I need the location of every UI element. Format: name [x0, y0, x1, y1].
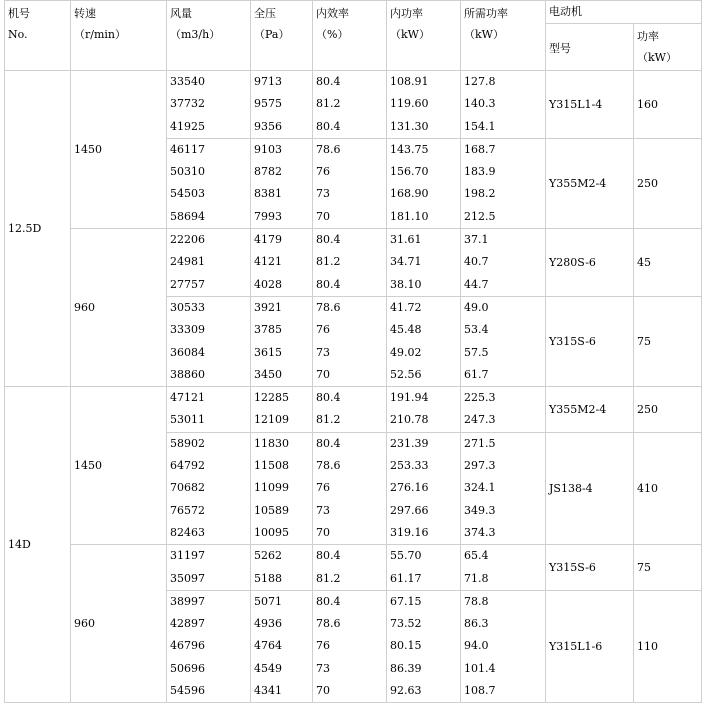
- internal-power-value: 31.61: [390, 233, 422, 247]
- pressure-value: 12285: [254, 391, 289, 405]
- fan-performance-table: [4, 0, 702, 703]
- internal-power-value: 297.66: [390, 503, 429, 517]
- efficiency-value: 80.4: [316, 391, 341, 405]
- header-speed: [71, 1, 167, 71]
- group-row: [5, 229, 702, 297]
- pressure-value: 11508: [254, 459, 289, 473]
- internal-power-value: 108.91: [390, 75, 429, 88]
- internal-power-value: 86.39: [390, 661, 422, 675]
- motor-model-value: Y355M2-4: [549, 402, 607, 416]
- header-machine-no-cn: 机号: [8, 7, 30, 20]
- flow-cell: [167, 296, 251, 386]
- flow-value: 33540: [170, 75, 205, 88]
- motor-power-cell: [634, 590, 702, 703]
- internal-power-value: 181.10: [390, 209, 429, 223]
- header-flow-cn: 风量: [170, 7, 192, 20]
- pressure-value: 4764: [254, 639, 282, 653]
- required-power-value: 324.1: [464, 481, 496, 495]
- flow-value: 46796: [170, 639, 205, 653]
- motor-power-value: 250: [637, 402, 658, 416]
- pressure-cell: [251, 229, 313, 297]
- flow-cell: [167, 432, 251, 545]
- motor-model-value: JS138-4: [549, 482, 593, 495]
- internal-power-value: 73.52: [390, 617, 422, 631]
- internal-power-value: 67.15: [390, 594, 422, 608]
- machine-no-cell: [5, 387, 71, 703]
- flow-value: 37732: [170, 97, 205, 111]
- motor-model-cell: [546, 296, 634, 386]
- internal-power-cell: [387, 229, 461, 297]
- required-power-value: 53.4: [464, 323, 489, 337]
- machine-no-label: 12.5D: [8, 222, 42, 236]
- motor-model-value: Y280S-6: [549, 256, 596, 270]
- required-power-value: 297.3: [464, 459, 496, 473]
- flow-value: 46117: [170, 142, 205, 156]
- pressure-value: 9575: [254, 97, 282, 111]
- flow-value: 58902: [170, 436, 205, 450]
- efficiency-cell: [313, 71, 387, 139]
- flow-value: 42897: [170, 617, 205, 631]
- efficiency-cell: [313, 296, 387, 386]
- header-speed-cn: 转速: [74, 7, 96, 20]
- efficiency-value: 73: [316, 661, 330, 675]
- required-power-value: 154.1: [464, 119, 496, 133]
- motor-power-value: 160: [637, 97, 658, 111]
- internal-power-value: 119.60: [390, 97, 429, 111]
- pressure-value: 4549: [254, 661, 282, 675]
- pressure-value: 7993: [254, 209, 282, 223]
- required-power-value: 40.7: [464, 255, 489, 269]
- header-required-power: [461, 1, 546, 71]
- pressure-cell: [251, 296, 313, 386]
- internal-power-value: 319.16: [390, 525, 429, 539]
- header-internal-power: [387, 1, 461, 71]
- efficiency-cell: [313, 590, 387, 703]
- motor-power-cell: [634, 71, 702, 139]
- motor-power-value: 75: [637, 561, 651, 575]
- efficiency-value: 78.6: [316, 300, 341, 314]
- efficiency-value: 80.4: [316, 75, 341, 88]
- flow-cell: [167, 545, 251, 591]
- efficiency-value: 81.2: [316, 413, 341, 427]
- motor-power-cell: [634, 138, 702, 228]
- internal-power-value: 49.02: [390, 345, 422, 359]
- efficiency-value: 78.6: [316, 142, 341, 156]
- pressure-cell: [251, 387, 313, 433]
- header-motor-label: 电动机: [549, 5, 582, 18]
- header-required-power-unit: （kW）: [464, 28, 504, 41]
- efficiency-value: 76: [316, 165, 330, 179]
- flow-value: 82463: [170, 525, 205, 539]
- required-power-value: 44.7: [464, 277, 489, 291]
- motor-power-cell: [634, 229, 702, 297]
- required-power-value: 374.3: [464, 525, 496, 539]
- internal-power-value: 253.33: [390, 459, 429, 473]
- header-motor-power-cn: 功率: [637, 30, 659, 43]
- internal-power-cell: [387, 545, 461, 591]
- pressure-value: 11830: [254, 436, 289, 450]
- header-motor-power: [634, 24, 702, 71]
- flow-cell: [167, 590, 251, 703]
- flow-value: 35097: [170, 571, 205, 585]
- flow-value: 76572: [170, 503, 205, 517]
- pressure-value: 3921: [254, 300, 282, 314]
- required-power-value: 108.7: [464, 684, 496, 698]
- motor-model-value: Y315S-6: [549, 561, 596, 575]
- internal-power-value: 52.56: [390, 367, 422, 381]
- efficiency-cell: [313, 138, 387, 228]
- efficiency-value: 73: [316, 503, 330, 517]
- pressure-value: 5262: [254, 549, 282, 563]
- flow-value: 47121: [170, 391, 205, 405]
- motor-power-value: 110: [637, 640, 658, 654]
- efficiency-value: 80.4: [316, 233, 341, 247]
- pressure-value: 8782: [254, 165, 282, 179]
- required-power-value: 140.3: [464, 97, 496, 111]
- flow-value: 36084: [170, 345, 205, 359]
- pressure-value: 3450: [254, 367, 282, 381]
- group-row: [5, 545, 702, 591]
- required-power-value: 183.9: [464, 165, 496, 179]
- flow-value: 53011: [170, 413, 205, 427]
- motor-power-cell: [634, 387, 702, 433]
- motor-model-cell: [546, 229, 634, 297]
- efficiency-cell: [313, 387, 387, 433]
- required-power-value: 57.5: [464, 345, 489, 359]
- pressure-value: 10095: [254, 525, 289, 539]
- speed-cell: [71, 229, 167, 387]
- header-efficiency-cn: 内效率: [316, 7, 349, 20]
- efficiency-value: 76: [316, 639, 330, 653]
- required-power-value: 49.0: [464, 300, 489, 314]
- speed-label: 1450: [74, 143, 102, 157]
- flow-value: 50696: [170, 661, 205, 675]
- header-efficiency: [313, 1, 387, 71]
- required-power-cell: [461, 545, 546, 591]
- speed-cell: [71, 71, 167, 229]
- internal-power-value: 210.78: [390, 413, 429, 427]
- efficiency-value: 80.4: [316, 119, 341, 133]
- efficiency-value: 81.2: [316, 571, 341, 585]
- pressure-cell: [251, 432, 313, 545]
- efficiency-value: 80.4: [316, 549, 341, 563]
- flow-value: 70682: [170, 481, 205, 495]
- required-power-value: 78.8: [464, 594, 489, 608]
- efficiency-value: 70: [316, 209, 330, 223]
- header-required-power-cn: 所需功率: [464, 7, 508, 20]
- motor-power-cell: [634, 296, 702, 386]
- speed-label: 960: [74, 301, 95, 315]
- efficiency-cell: [313, 229, 387, 297]
- internal-power-value: 143.75: [390, 142, 429, 156]
- required-power-value: 86.3: [464, 617, 489, 631]
- required-power-cell: [461, 229, 546, 297]
- pressure-value: 10589: [254, 503, 289, 517]
- motor-power-cell: [634, 545, 702, 591]
- internal-power-value: 191.94: [390, 391, 429, 405]
- efficiency-value: 78.6: [316, 617, 341, 631]
- header-pressure-cn: 全压: [254, 7, 276, 20]
- motor-model-cell: [546, 71, 634, 139]
- pressure-value: 3615: [254, 345, 282, 359]
- group-row: [5, 71, 702, 139]
- internal-power-value: 131.30: [390, 119, 429, 133]
- speed-label: 960: [74, 617, 95, 631]
- motor-model-value: Y315S-6: [549, 335, 596, 349]
- internal-power-value: 55.70: [390, 549, 422, 563]
- pressure-value: 5188: [254, 571, 282, 585]
- required-power-value: 247.3: [464, 413, 496, 427]
- internal-power-cell: [387, 71, 461, 139]
- header-machine-no: [5, 1, 71, 71]
- internal-power-cell: [387, 138, 461, 228]
- pressure-value: 9713: [254, 75, 282, 88]
- header-flow-unit: （m3/h）: [170, 28, 221, 41]
- flow-value: 33309: [170, 323, 205, 337]
- efficiency-value: 76: [316, 481, 330, 495]
- efficiency-value: 73: [316, 187, 330, 201]
- flow-value: 38997: [170, 594, 205, 608]
- internal-power-value: 45.48: [390, 323, 422, 337]
- pressure-value: 4028: [254, 277, 282, 291]
- required-power-value: 61.7: [464, 367, 489, 381]
- motor-model-value: Y355M2-4: [549, 176, 607, 190]
- speed-cell: [71, 387, 167, 545]
- internal-power-cell: [387, 387, 461, 433]
- required-power-cell: [461, 71, 546, 139]
- header-pressure: [251, 1, 313, 71]
- internal-power-value: 41.72: [390, 300, 422, 314]
- efficiency-value: 76: [316, 323, 330, 337]
- internal-power-value: 61.17: [390, 571, 422, 585]
- table-header: [5, 1, 702, 71]
- efficiency-value: 80.4: [316, 594, 341, 608]
- required-power-value: 271.5: [464, 436, 496, 450]
- table-body: [5, 71, 702, 703]
- required-power-cell: [461, 387, 546, 433]
- pressure-cell: [251, 545, 313, 591]
- pressure-value: 4936: [254, 617, 282, 631]
- efficiency-value: 81.2: [316, 97, 341, 111]
- pressure-value: 12109: [254, 413, 289, 427]
- motor-model-value: Y315L1-4: [549, 97, 603, 111]
- efficiency-cell: [313, 545, 387, 591]
- pressure-value: 4121: [254, 255, 282, 269]
- flow-value: 50310: [170, 165, 205, 179]
- header-machine-no-en: No.: [8, 28, 28, 41]
- speed-label: 1450: [74, 459, 102, 473]
- required-power-cell: [461, 590, 546, 703]
- required-power-value: 71.8: [464, 571, 489, 585]
- required-power-value: 101.4: [464, 661, 496, 675]
- efficiency-value: 73: [316, 345, 330, 359]
- internal-power-value: 276.16: [390, 481, 429, 495]
- flow-value: 54503: [170, 187, 205, 201]
- internal-power-value: 92.63: [390, 684, 422, 698]
- motor-model-cell: [546, 387, 634, 433]
- required-power-value: 349.3: [464, 503, 496, 517]
- required-power-value: 37.1: [464, 233, 489, 247]
- flow-value: 30533: [170, 300, 205, 314]
- motor-model-cell: [546, 432, 634, 545]
- header-motor-model-label: 型号: [549, 42, 571, 55]
- header-speed-unit: （r/min）: [74, 28, 126, 41]
- flow-cell: [167, 71, 251, 139]
- required-power-value: 225.3: [464, 391, 496, 405]
- header-motor-model: [546, 24, 634, 71]
- pressure-cell: [251, 590, 313, 703]
- motor-model-value: Y315L1-6: [549, 640, 603, 654]
- efficiency-value: 80.4: [316, 436, 341, 450]
- flow-value: 22206: [170, 233, 205, 247]
- motor-power-cell: [634, 432, 702, 545]
- flow-value: 38860: [170, 367, 205, 381]
- internal-power-value: 168.90: [390, 187, 429, 201]
- machine-no-cell: [5, 71, 71, 387]
- flow-value: 24981: [170, 255, 205, 269]
- motor-power-value: 250: [637, 176, 658, 190]
- flow-value: 54596: [170, 684, 205, 698]
- required-power-value: 94.0: [464, 639, 489, 653]
- header-motor-power-unit: （kW）: [637, 51, 677, 64]
- required-power-cell: [461, 296, 546, 386]
- pressure-cell: [251, 71, 313, 139]
- machine-no-label: 14D: [8, 538, 31, 552]
- motor-power-value: 410: [637, 482, 658, 495]
- pressure-value: 5071: [254, 594, 282, 608]
- required-power-cell: [461, 138, 546, 228]
- efficiency-value: 81.2: [316, 255, 341, 269]
- motor-model-cell: [546, 138, 634, 228]
- internal-power-cell: [387, 296, 461, 386]
- flow-value: 64792: [170, 459, 205, 473]
- flow-cell: [167, 229, 251, 297]
- pressure-value: 8381: [254, 187, 282, 201]
- header-flow: [167, 1, 251, 71]
- pressure-value: 4341: [254, 684, 282, 698]
- required-power-value: 127.8: [464, 75, 496, 88]
- flow-value: 27757: [170, 277, 205, 291]
- required-power-value: 198.2: [464, 187, 496, 201]
- internal-power-value: 231.39: [390, 436, 429, 450]
- required-power-value: 65.4: [464, 549, 489, 563]
- internal-power-value: 80.15: [390, 639, 422, 653]
- efficiency-cell: [313, 432, 387, 545]
- motor-power-value: 45: [637, 256, 651, 270]
- motor-model-cell: [546, 590, 634, 703]
- efficiency-value: 70: [316, 684, 330, 698]
- flow-value: 31197: [170, 549, 205, 563]
- pressure-value: 3785: [254, 323, 282, 337]
- pressure-value: 9356: [254, 119, 282, 133]
- internal-power-cell: [387, 432, 461, 545]
- header-internal-power-unit: （kW）: [390, 28, 430, 41]
- internal-power-value: 34.71: [390, 255, 422, 269]
- internal-power-value: 38.10: [390, 277, 422, 291]
- header-efficiency-unit: （%）: [316, 28, 349, 41]
- efficiency-value: 78.6: [316, 459, 341, 473]
- required-power-cell: [461, 432, 546, 545]
- pressure-value: 9103: [254, 142, 282, 156]
- group-row: [5, 387, 702, 433]
- flow-value: 58694: [170, 209, 205, 223]
- pressure-cell: [251, 138, 313, 228]
- required-power-value: 168.7: [464, 142, 496, 156]
- efficiency-value: 80.4: [316, 277, 341, 291]
- required-power-value: 212.5: [464, 209, 496, 223]
- efficiency-value: 70: [316, 525, 330, 539]
- motor-model-cell: [546, 545, 634, 591]
- pressure-value: 11099: [254, 481, 289, 495]
- motor-power-value: 75: [637, 335, 651, 349]
- flow-cell: [167, 387, 251, 433]
- efficiency-value: 70: [316, 367, 330, 381]
- pressure-value: 4179: [254, 233, 282, 247]
- header-internal-power-cn: 内功率: [390, 7, 423, 20]
- header-pressure-unit: （Pa）: [254, 28, 290, 41]
- internal-power-cell: [387, 590, 461, 703]
- flow-cell: [167, 138, 251, 228]
- internal-power-value: 156.70: [390, 165, 429, 179]
- flow-value: 41925: [170, 119, 205, 133]
- header-motor: [546, 1, 702, 24]
- speed-cell: [71, 545, 167, 703]
